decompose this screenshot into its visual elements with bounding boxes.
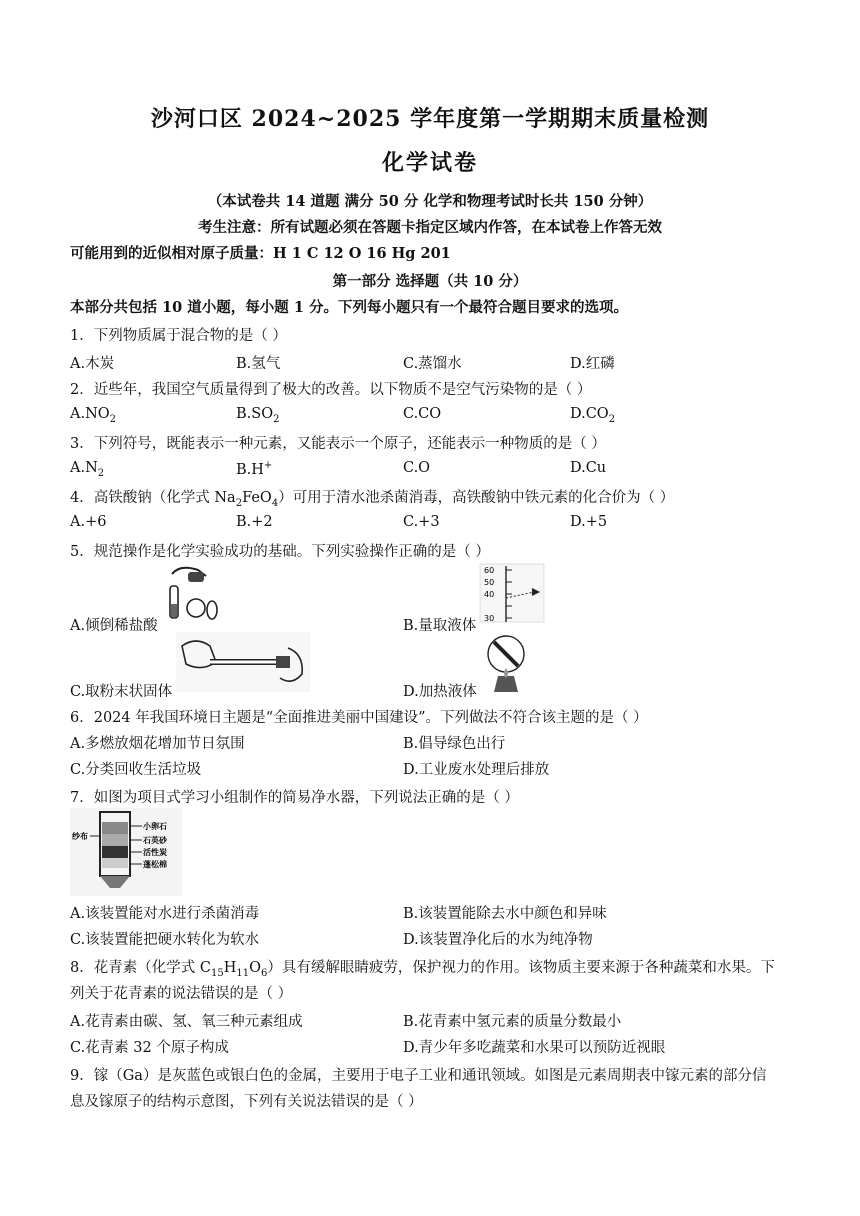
q4-option-a: A.+6: [70, 514, 107, 530]
q9-stem-line2: 息及镓原子的结构示意图，下列有关说法错误的是（ ）: [70, 1094, 423, 1110]
exam-info: （本试卷共 14 道题 满分 50 分 化学和物理考试时长共 150 分钟）: [207, 193, 653, 210]
q7-option-a: A.该装置能对水进行杀菌消毒: [70, 906, 260, 922]
q6-option-a: A.多燃放烟花增加节日氛围: [70, 736, 245, 752]
label-cotton: 蓬松棉: [143, 859, 167, 869]
q2-stem: 2．近些年，我国空气质量得到了极大的改善。以下物质不是空气污染物的是（ ）: [70, 382, 592, 398]
q6-option-b: B.倡导绿色出行: [403, 736, 506, 752]
label-pebbles: 小卵石: [143, 821, 167, 831]
q4-stem: 4．高铁酸钠（化学式 $Na_2FeO_4$）可用于清水池杀菌消毒，高铁酸钠中铁元素的化合价为（ ）: [70, 490, 675, 509]
q3-option-c: C.O: [403, 460, 431, 476]
q1-option-b: B.氢气: [236, 356, 281, 372]
q4-option-d: D.+5: [570, 514, 608, 530]
q8-option-d: D.青少年多吃蔬菜和水果可以预防近视眼: [403, 1040, 666, 1056]
q8-stem-line2: 列关于花青素的说法错误的是（ ）: [70, 986, 293, 1002]
q4-option-c: C.+3: [403, 514, 440, 530]
q1-stem: 1．下列物质属于混合物的是（ ）: [70, 328, 287, 344]
cylinder-figure-b: [476, 562, 548, 624]
q6-option-c: C.分类回收生活垃圾: [70, 762, 202, 778]
q1-option-a: A.木炭: [70, 356, 115, 372]
exam-notice: 考生注意：所有试题必须在答题卡指定区域内作答，在本试卷上作答无效: [198, 219, 662, 236]
q3-option-d: D.Cu: [570, 460, 607, 476]
q7-stem: 7．如图为项目式学习小组制作的简易净水器，下列说法正确的是（ ）: [70, 790, 519, 806]
exam-title: 沙河口区 2024~2025 学年度第一学期期末质量检测: [150, 106, 710, 132]
q5-option-b: B.量取液体: [403, 618, 477, 634]
q5-option-c: C.取粉末状固体: [70, 684, 173, 700]
q3-option-a: $A.N_2$: [70, 460, 105, 479]
q6-stem: 6．2024 年我国环境日主题是“全面推进美丽中国建设”。下列做法不符合该主题的是（ ）: [70, 710, 648, 726]
heating-figure-d: [476, 632, 536, 694]
q1-option-d: D.红磷: [570, 356, 615, 372]
section-instruction: 本部分共包括 10 道小题，每小题 1 分。下列每小题只有一个最符合题目要求的选项。: [70, 299, 628, 316]
cylinder-tick-60: 60: [484, 566, 495, 575]
cylinder-tick-40: 40: [484, 590, 495, 599]
atomic-mass-line: 可能用到的近似相对原子质量：H 1 C 12 O 16 Hg 201: [70, 245, 451, 262]
powder-figure-c: [176, 632, 310, 692]
label-quartz-sand: 石英砂: [143, 835, 167, 845]
q5-option-a: A.倾倒稀盐酸: [70, 618, 158, 634]
exam-subtitle: 化学试卷: [381, 150, 478, 176]
q8-stem: 8．花青素（化学式 $C_{15}H_{11}O_6$）具有缓解眼睛疲劳，保护视力的作用。该物质主要来源于各种蔬菜和水果。下: [70, 960, 775, 979]
label-gauze: 纱布: [72, 831, 88, 841]
q3-option-b: B.H+: [236, 460, 273, 478]
label-activated-carbon: 活性炭: [143, 847, 167, 857]
q2-option-a: $A.NO_2$: [70, 406, 117, 425]
cylinder-tick-30: 30: [484, 614, 495, 623]
q8-option-a: A.花青素由碳、氢、氧三种元素组成: [70, 1014, 303, 1030]
q2-option-d: $D.CO_2$: [570, 406, 616, 425]
q9-stem: 9．镓（Ga）是灰蓝色或银白色的金属，主要用于电子工业和通讯领域。如图是元素周期表中镓元素的部分信: [70, 1068, 767, 1084]
q2-option-c: C.CO: [403, 406, 442, 422]
q7-option-d: D.该装置净化后的水为纯净物: [403, 932, 593, 948]
cylinder-tick-50: 50: [484, 578, 495, 587]
section-heading: 第一部分 选择题（共 10 分）: [332, 273, 528, 290]
q2-option-b: $B.SO_2$: [236, 406, 280, 425]
q5-stem: 5．规范操作是化学实验成功的基础。下列实验操作正确的是（ ）: [70, 544, 490, 560]
q3-stem: 3．下列符号，既能表示一种元素，又能表示一个原子，还能表示一种物质的是（ ）: [70, 436, 606, 452]
q7-option-c: C.该装置能把硬水转化为软水: [70, 932, 260, 948]
q8-option-c: C.花青素 32 个原子构成: [70, 1040, 229, 1056]
water-filter-figure: [70, 808, 182, 896]
pouring-figure-a: [158, 562, 224, 624]
q6-option-d: D.工业废水处理后排放: [403, 762, 550, 778]
q1-option-c: C.蒸馏水: [403, 356, 462, 372]
q8-option-b: B.花青素中氢元素的质量分数最小: [403, 1014, 622, 1030]
q7-option-b: B.该装置能除去水中颜色和异味: [403, 906, 607, 922]
q4-option-b: B.+2: [236, 514, 273, 530]
q5-option-d: D.加热液体: [403, 684, 477, 700]
